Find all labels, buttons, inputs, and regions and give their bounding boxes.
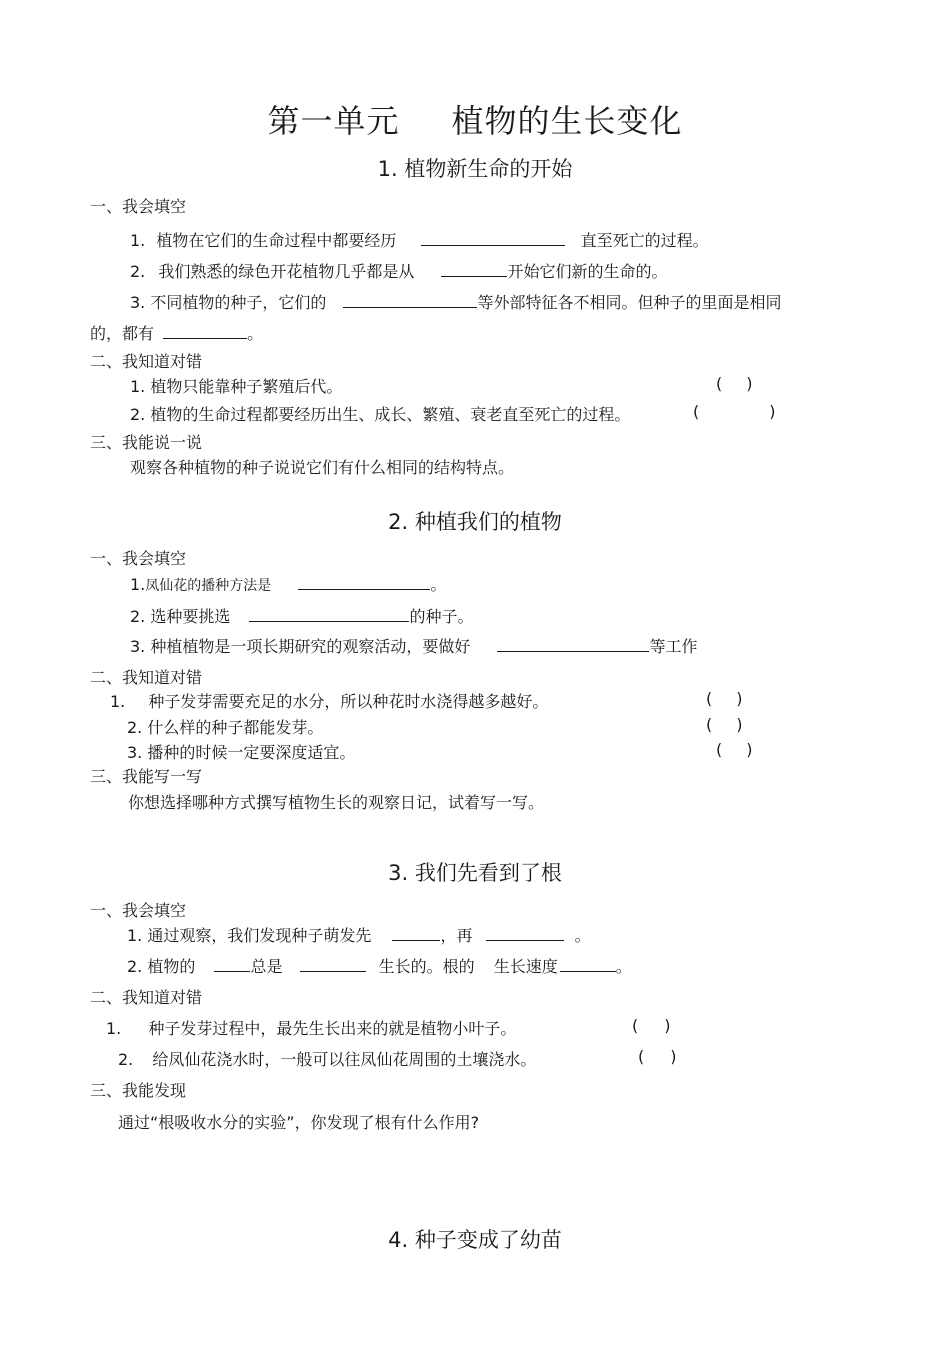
lesson-1-title: 1. 植物新生命的开始 <box>377 157 573 181</box>
lesson-3-title: 3. 我们先看到了根 <box>388 861 562 885</box>
section-true-false: 二、我知道对错 <box>90 988 203 1007</box>
answer-parens[interactable]: ( ) <box>716 740 753 759</box>
answer-parens[interactable]: ( ) <box>693 402 776 421</box>
answer-blank[interactable] <box>298 575 430 590</box>
section-fill-blank: 一、我会填空 <box>90 901 187 920</box>
judge-2-2: 2. 什么样的种子都能发芽。 <box>127 718 324 737</box>
question-1-2: 2. 我们熟悉的绿色开花植物几乎都是从 开始它们新的生命的。 <box>130 262 668 281</box>
speak-prompt: 观察各种植物的种子说说它们有什么相同的结构特点。 <box>130 458 515 477</box>
answer-parens[interactable]: ( ) <box>706 689 743 708</box>
question-2-3: 3. 种植植物是一项长期研究的观察活动，要做好 等工作 <box>130 637 698 656</box>
answer-blank[interactable] <box>249 607 409 622</box>
answer-parens[interactable]: ( ) <box>638 1047 677 1066</box>
question-3-1: 1. 通过观察，我们发现种子萌发先 ，再 。 <box>127 926 591 945</box>
unit-title: 植物的生长变化 <box>451 102 683 140</box>
answer-blank[interactable] <box>421 231 565 246</box>
judge-3-1: 1. 种子发芽过程中，最先生长出来的就是植物小叶子。 <box>106 1019 517 1038</box>
section-true-false: 二、我知道对错 <box>90 668 203 687</box>
question-1-1: 1. 植物在它们的生命过程中都要经历 直至死亡的过程。 <box>130 231 709 250</box>
unit-label: 第一单元 <box>267 102 400 140</box>
section-speak: 三、我能说一说 <box>90 433 203 452</box>
answer-blank[interactable] <box>343 293 477 308</box>
lesson-2-title: 2. 种植我们的植物 <box>388 510 562 534</box>
answer-blank[interactable] <box>392 926 440 941</box>
answer-blank[interactable] <box>163 324 247 339</box>
answer-parens[interactable]: ( ) <box>706 715 743 734</box>
answer-blank[interactable] <box>441 262 507 277</box>
judge-1-2: 2. 植物的生命过程都要经历出生、成长、繁殖、衰老直至死亡的过程。 <box>130 405 631 424</box>
judge-2-3: 3. 播种的时候一定要深度适宜。 <box>127 743 356 762</box>
answer-parens[interactable]: ( ) <box>716 374 753 393</box>
discover-prompt: 通过“根吸收水分的实验”，你发现了根有什么作用? <box>118 1113 480 1132</box>
page-title <box>0 96 950 142</box>
question-2-1: 1.凤仙花的播种方法是 。 <box>130 575 447 594</box>
answer-blank[interactable] <box>300 957 366 972</box>
question-3-2: 2. 植物的 总是 生长的。根的 生长速度 。 <box>127 957 632 976</box>
answer-blank[interactable] <box>486 926 564 941</box>
answer-blank[interactable] <box>560 957 616 972</box>
section-true-false: 二、我知道对错 <box>90 352 203 371</box>
section-write: 三、我能写一写 <box>90 767 203 786</box>
judge-1-1: 1. 植物只能靠种子繁殖后代。 <box>130 377 343 396</box>
section-discover: 三、我能发现 <box>90 1081 187 1100</box>
answer-parens[interactable]: ( ) <box>632 1016 671 1035</box>
answer-blank[interactable] <box>497 637 649 652</box>
question-2-2: 2. 选种要挑选 的种子。 <box>130 607 474 626</box>
question-1-3: 3. 不同植物的种子，它们的 等外部特征各不相同。但种子的里面是相同 <box>130 293 782 312</box>
judge-3-2: 2. 给凤仙花浇水时，一般可以往凤仙花周围的土壤浇水。 <box>118 1050 537 1069</box>
answer-blank[interactable] <box>214 957 250 972</box>
judge-2-1: 1. 种子发芽需要充足的水分，所以种花时水浇得越多越好。 <box>110 692 549 711</box>
section-fill-blank: 一、我会填空 <box>90 549 187 568</box>
lesson-4-title: 4. 种子变成了幼苗 <box>388 1228 562 1252</box>
question-1-3-cont: 的，都有 。 <box>90 324 264 343</box>
write-prompt: 你想选择哪种方式撰写植物生长的观察日记，试着写一写。 <box>128 793 545 812</box>
section-fill-blank: 一、我会填空 <box>90 197 187 216</box>
